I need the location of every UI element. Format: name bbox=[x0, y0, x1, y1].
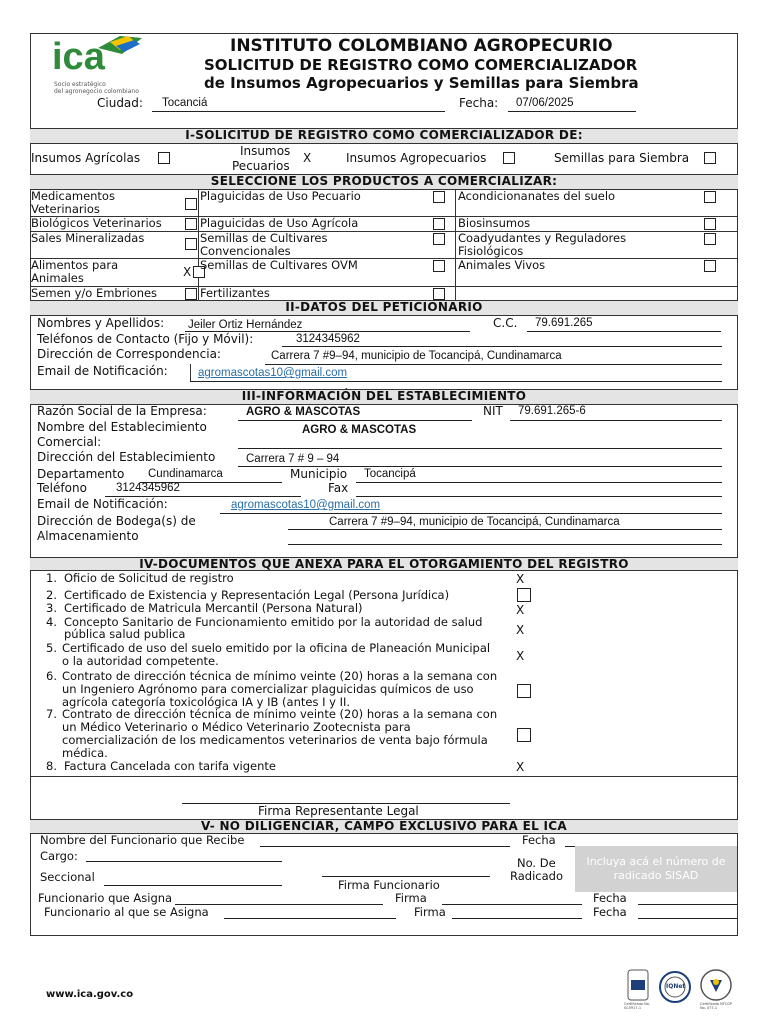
sales-mineralizadas-checkbox[interactable] bbox=[185, 238, 197, 250]
bodega-field-line bbox=[288, 544, 722, 545]
section-1-title: I-SOLICITUD DE REGISTRO COMO COMERCIALIZADOR DE: bbox=[30, 128, 738, 144]
product-alimentos-animales: Alimentos para Animales bbox=[31, 258, 119, 285]
fax-label: Fax bbox=[328, 481, 349, 495]
doc-item-text: comercialización de los medicamentos veterinarios de venta bajo fórmula bbox=[62, 733, 488, 747]
firma-line bbox=[452, 918, 582, 919]
fecha-label: Fecha bbox=[593, 905, 627, 919]
municipio-value[interactable]: Tocancipá bbox=[364, 468, 416, 480]
doc-item-mark[interactable]: X bbox=[516, 572, 525, 586]
page-subtitle: de Insumos Agropecuarios y Semillas para Siembra bbox=[204, 74, 639, 92]
bodega-label: Dirección de Bodega(s) de bbox=[37, 514, 196, 528]
product-fertilizantes: Fertilizantes bbox=[200, 286, 270, 300]
establecimiento-value[interactable]: AGRO & MASCOTAS bbox=[302, 424, 417, 436]
product-semen-embriones: Semen y/o Embriones bbox=[31, 286, 158, 300]
page-subtitle: SOLICITUD DE REGISTRO COMO COMERCIALIZADOR bbox=[204, 56, 638, 74]
insumos-pecuarios-mark[interactable]: X bbox=[303, 151, 312, 165]
iqnet-caption: IQNet bbox=[666, 983, 686, 990]
phone-field-line bbox=[282, 346, 722, 347]
name-value[interactable]: Jeiler Ortiz Hernández bbox=[188, 319, 303, 331]
doc-item-mark[interactable]: X bbox=[516, 649, 525, 663]
medicamentos-veterinarios-checkbox[interactable] bbox=[185, 198, 197, 210]
alimentos-animales-mark[interactable]: X bbox=[183, 265, 192, 279]
doc-item-mark[interactable]: X bbox=[516, 623, 525, 637]
doc-item-text: Concepto Sanitario de Funcionamiento emitido por la autoridad de salud bbox=[64, 615, 483, 629]
firma-funcionario-label: Firma Funcionario bbox=[338, 878, 440, 892]
doc-item-number: 2. bbox=[46, 588, 57, 602]
section-3-title: III-INFORMACIÓN DEL ESTABLECIMIENTO bbox=[30, 389, 738, 405]
firma-label: Firma bbox=[414, 905, 446, 919]
nit-value[interactable]: 79.691.265-6 bbox=[518, 405, 586, 417]
doc-item-text: Oficio de Solicitud de registro bbox=[64, 571, 234, 585]
funcionario-recibe-line bbox=[260, 846, 510, 847]
email-field-edge bbox=[190, 364, 191, 381]
doc-item-text: Contrato de dirección técnica de mínimo veinte (20) horas a la semana con bbox=[62, 707, 498, 721]
fax-field-line bbox=[356, 496, 722, 497]
phone-label: Teléfonos de Contacto (Fijo y Móvil): bbox=[37, 332, 254, 346]
doc-item-text: un Médico Veterinario o Médico Veterinario Zootecnista para bbox=[62, 720, 411, 734]
doc-item-text: pública salud publica bbox=[64, 627, 186, 641]
establecimiento-label: Comercial: bbox=[37, 435, 102, 449]
email-label: Email de Notificación: bbox=[37, 364, 168, 378]
website-link[interactable]: www.ica.gov.co bbox=[46, 989, 134, 1000]
email-value[interactable]: agromascotas10@gmail.com bbox=[198, 367, 348, 379]
ntcgp-seal-icon bbox=[698, 968, 734, 1002]
doc-item-number: 1. bbox=[46, 571, 57, 585]
cert-caption: Certificado No. SC5917-1 bbox=[624, 1002, 650, 1010]
funcionario-asignado-label: Funcionario al que se Asigna bbox=[44, 905, 209, 919]
fecha-line bbox=[638, 918, 737, 919]
correspondence-address-value[interactable]: Carrera 7 #9–94, municipio de Tocancipá, Cundinamarca bbox=[271, 350, 562, 362]
section-4-title: IV-DOCUMENTOS QUE ANEXA PARA EL OTORGAMIENTO DEL REGISTRO bbox=[30, 557, 738, 571]
doc-item-text: Contrato de dirección técnica de mínimo veinte (20) horas a la semana con bbox=[62, 669, 498, 683]
funcionario-asigna-label: Funcionario que Asigna bbox=[38, 891, 173, 905]
doc-item-number: 5. bbox=[46, 641, 57, 655]
certificate-seal-icon bbox=[626, 968, 650, 1002]
acondicionantes-checkbox[interactable] bbox=[704, 191, 716, 203]
products-title: SELECCIONE LOS PRODUCTOS A COMERCIALIZAR: bbox=[30, 174, 738, 190]
no-radicado-label: Radicado bbox=[510, 869, 563, 883]
product-medicamentos-veterinarios: Medicamentos Veterinarios bbox=[31, 189, 115, 216]
plaguicidas-pecuario-checkbox[interactable] bbox=[433, 191, 445, 203]
insumos-agropecuarios-checkbox[interactable] bbox=[503, 152, 515, 164]
doc-item-mark[interactable]: X bbox=[516, 760, 525, 774]
cc-value[interactable]: 79.691.265 bbox=[535, 317, 593, 329]
doc-item-text: agrícola categoría toxicológica IA y IB (antes I y II. bbox=[62, 695, 351, 709]
logo-tagline: Socio estratégico bbox=[54, 81, 106, 88]
city-label: Ciudad: bbox=[97, 96, 143, 110]
date-value[interactable]: 07/06/2025 bbox=[516, 97, 574, 109]
departamento-value[interactable]: Cundinamarca bbox=[148, 468, 223, 480]
signature-label[interactable]: Firma Representante Legal bbox=[258, 804, 419, 818]
city-field-line bbox=[152, 111, 445, 112]
fecha-label: Fecha bbox=[593, 891, 627, 905]
no-radicado-label: No. De bbox=[517, 856, 556, 870]
fecha-label: Fecha bbox=[522, 833, 556, 847]
doc-item-mark[interactable]: X bbox=[516, 603, 525, 617]
product-animales-vivos: Animales Vivos bbox=[458, 258, 546, 272]
dir-establecimiento-value[interactable]: Carrera 7 # 9 – 94 bbox=[246, 453, 340, 465]
semen-embriones-checkbox[interactable] bbox=[185, 288, 197, 300]
product-acondicionantes: Acondicionanates del suelo bbox=[458, 189, 616, 203]
coadyudantes-checkbox[interactable] bbox=[704, 233, 716, 245]
doc-item-text: o la autoridad competente. bbox=[62, 654, 219, 668]
products-col-divider bbox=[455, 190, 456, 300]
doc-item-number: 6. bbox=[46, 669, 57, 683]
product-plaguicidas-pecuario: Plaguicidas de Uso Pecuario bbox=[200, 189, 361, 203]
name-label: Nombres y Apellidos: bbox=[37, 316, 165, 330]
nit-label: NIT bbox=[483, 404, 503, 418]
email-notificacion-label: Email de Notificación: bbox=[37, 497, 168, 511]
semillas-ovm-checkbox[interactable] bbox=[433, 260, 445, 272]
email-field-line bbox=[190, 381, 722, 382]
option-insumos-pecuarios-label: Pecuarios bbox=[232, 159, 290, 173]
plaguicidas-agricola-checkbox[interactable] bbox=[433, 218, 445, 230]
product-plaguicidas-agricola: Plaguicidas de Uso Agrícola bbox=[200, 216, 359, 230]
doc-item-number: 4. bbox=[46, 615, 57, 629]
section-5-title: V- NO DILIGENCIAR, CAMPO EXCLUSIVO PARA EL ICA bbox=[30, 819, 738, 834]
bodega-value[interactable]: Carrera 7 #9–94, municipio de Tocancipá, Cundinamarca bbox=[329, 516, 620, 528]
doc-item-text: Certificado de Matricula Mercantil (Persona Natural) bbox=[64, 601, 363, 615]
option-insumos-agropecuarios-label: Insumos Agropecuarios bbox=[346, 151, 487, 165]
razon-social-value[interactable]: AGRO & MASCOTAS bbox=[246, 406, 361, 418]
doc-item-checkbox[interactable] bbox=[517, 728, 531, 742]
page-title: INSTITUTO COLOMBIANO AGROPECURIO bbox=[230, 36, 613, 56]
email-notificacion-field-line bbox=[220, 513, 722, 514]
establecimiento-field-line bbox=[238, 448, 722, 449]
products-col-divider bbox=[198, 190, 199, 300]
razon-social-field-line bbox=[238, 420, 472, 421]
insumos-agricolas-checkbox[interactable] bbox=[158, 152, 170, 164]
cargo-label: Cargo: bbox=[40, 849, 78, 863]
logo-tagline: del agronegocio colombiano bbox=[54, 88, 139, 95]
semillas-convencionales-checkbox[interactable] bbox=[433, 233, 445, 245]
product-bioinsumos: Biosinsumos bbox=[458, 216, 531, 230]
fecha-line bbox=[638, 904, 737, 905]
email-notificacion-value[interactable]: agromascotas10@gmail.com bbox=[231, 499, 381, 511]
option-insumos-agricolas-label: Insumos Agrícolas bbox=[31, 151, 141, 165]
doc-item-checkbox[interactable] bbox=[517, 684, 531, 698]
product-semillas-ovm: Semillas de Cultivares OVM bbox=[200, 258, 358, 272]
date-label: Fecha: bbox=[459, 96, 499, 110]
sisad-radicado-box[interactable]: Incluya acá el número de radicado SISAD bbox=[575, 846, 737, 892]
doc-item-text: Certificado de uso del suelo emitido por la oficina de Planeación Municipal bbox=[62, 641, 491, 655]
fertilizantes-checkbox[interactable] bbox=[433, 288, 445, 300]
dir-establecimiento-label: Dirección del Establecimiento bbox=[37, 450, 216, 464]
ntcgp-seal bbox=[698, 968, 734, 1012]
municipio-field-line bbox=[356, 482, 722, 483]
ica-logo bbox=[50, 34, 150, 96]
phone-value[interactable]: 3124345962 bbox=[296, 333, 360, 345]
doc-item-number: 3. bbox=[46, 601, 57, 615]
bioinsumos-checkbox[interactable] bbox=[704, 218, 716, 230]
biologicos-veterinarios-checkbox[interactable] bbox=[185, 218, 197, 230]
cc-field-line bbox=[527, 331, 721, 332]
cert-caption: Certificado NTCGP No. 077-1 bbox=[700, 1002, 732, 1010]
address-field-line bbox=[265, 364, 722, 365]
doc-item-number: 7. bbox=[46, 707, 57, 721]
telefono-value[interactable]: 3124345962 bbox=[116, 482, 180, 494]
departamento-label: Departamento bbox=[37, 467, 125, 481]
option-insumos-pecuarios-label: Insumos bbox=[240, 144, 291, 158]
animales-vivos-checkbox[interactable] bbox=[704, 260, 716, 272]
seccional-label: Seccional bbox=[40, 870, 95, 884]
cargo-line bbox=[86, 861, 282, 862]
razon-social-label: Razón Social de la Empresa: bbox=[37, 404, 207, 418]
establecimiento-label: Nombre del Establecimiento bbox=[37, 420, 207, 434]
doc-item-text: un Ingeniero Agrónomo para comercializar plaguicidas químicos de uso bbox=[62, 682, 474, 696]
firma-label: Firma bbox=[395, 891, 427, 905]
product-biologicos-veterinarios: Biológicos Veterinarios bbox=[31, 216, 162, 230]
firma-line bbox=[442, 904, 582, 905]
bodega-label: Almacenamiento bbox=[37, 529, 139, 543]
semillas-checkbox[interactable] bbox=[704, 152, 716, 164]
cc-label: C.C. bbox=[493, 316, 518, 330]
funcionario-asignado-line bbox=[224, 918, 396, 919]
doc-item-checkbox[interactable] bbox=[517, 588, 531, 602]
nit-field-line bbox=[510, 420, 722, 421]
iqnet-seal bbox=[658, 970, 692, 1004]
product-semillas-convencionales: Semillas de Cultivares Convencionales bbox=[200, 231, 328, 258]
doc-item-text: Certificado de Existencia y Representación Legal (Persona Jurídica) bbox=[64, 588, 450, 602]
product-sales-mineralizadas: Sales Mineralizadas bbox=[31, 231, 145, 245]
doc-item-text: médica. bbox=[62, 746, 108, 760]
correspondence-address-label: Dirección de Correspondencia: bbox=[37, 347, 221, 361]
city-value[interactable]: Tocanciá bbox=[162, 97, 208, 109]
doc-item-number: 8. bbox=[46, 759, 57, 773]
bodega-field-line bbox=[288, 529, 722, 530]
municipio-label: Municipio bbox=[290, 467, 348, 481]
seccional-line bbox=[104, 885, 282, 886]
product-coadyudantes: Coadyudantes y Reguladores Fisiológicos bbox=[458, 231, 627, 258]
option-semillas-label: Semillas para Siembra bbox=[554, 151, 690, 165]
doc-item-text: Factura Cancelada con tarifa vigente bbox=[64, 759, 276, 773]
section-2-title: II-DATOS DEL PETICIONARIO bbox=[30, 300, 738, 316]
certification-seal bbox=[626, 968, 650, 1010]
date-field-line bbox=[508, 111, 636, 112]
firma-funcionario-line bbox=[322, 876, 490, 877]
funcionario-recibe-label: Nombre del Funcionario que Recibe bbox=[40, 833, 245, 847]
telefono-label: Teléfono bbox=[37, 481, 87, 495]
section-divider bbox=[30, 776, 738, 777]
logo-wordmark: ica bbox=[52, 36, 105, 78]
